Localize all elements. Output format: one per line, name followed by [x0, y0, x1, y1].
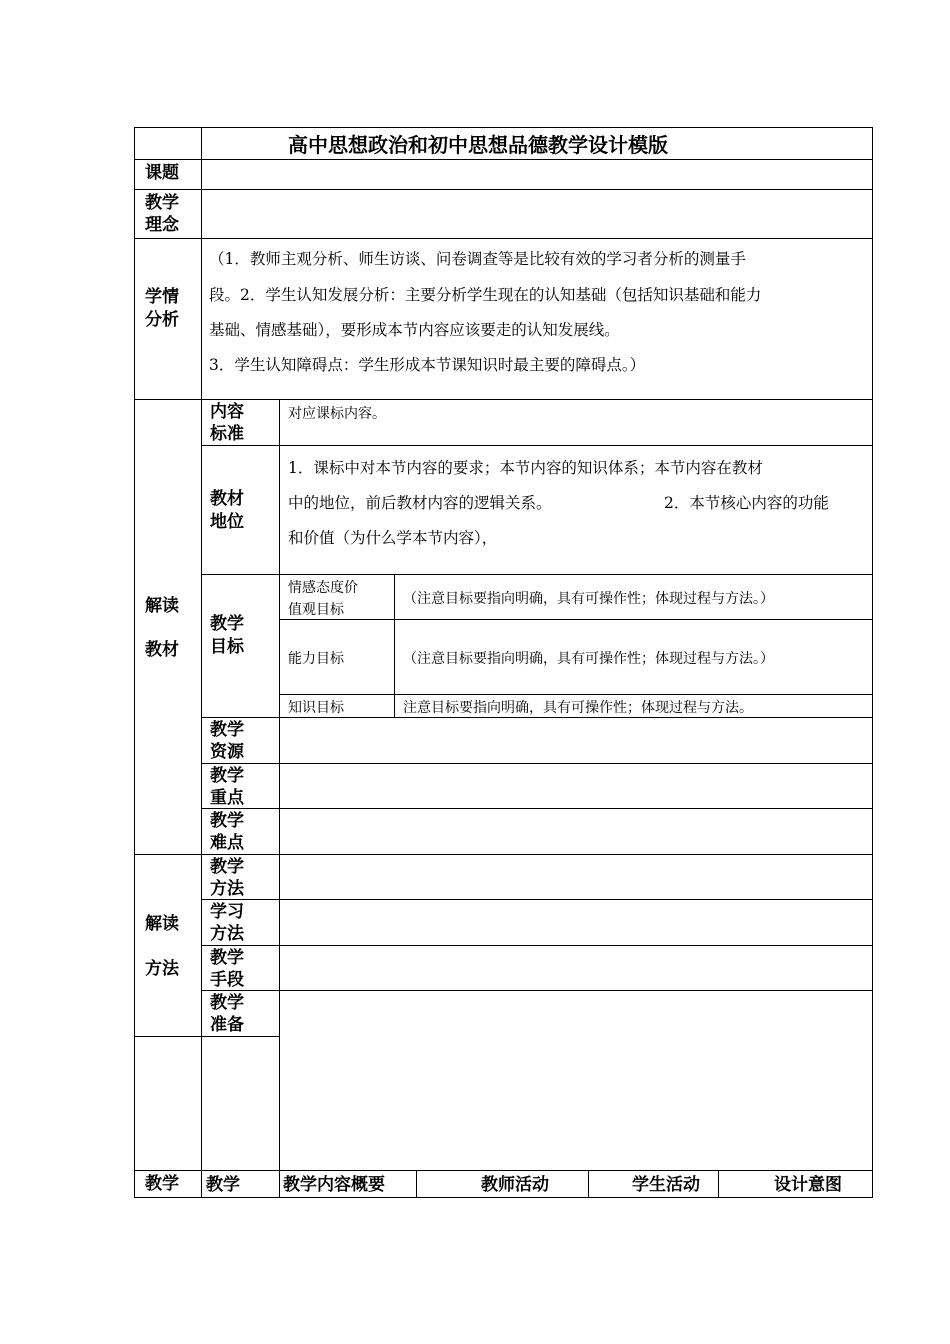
row-divider	[201, 899, 873, 900]
jiedu-fangfa-label-line2: 方法	[145, 959, 179, 979]
jiaoxue-fangfa-label-line1: 教学	[210, 857, 244, 877]
row-divider	[134, 1036, 279, 1037]
xueqing-content-line1: （1．教师主观分析、师生访谈、问卷调查等是比较有效的学习者分析的测量手	[209, 250, 746, 268]
zhongdian-label-line2: 重点	[210, 788, 244, 808]
shouduan-label-line2: 手段	[210, 970, 244, 990]
xueqing-content-line4: 3．学生认知障碍点：学生形成本节课知识时最主要的障碍点。）	[209, 356, 646, 374]
jiedu-jiaocai-label-line1: 解读	[145, 596, 179, 616]
table-border-right	[872, 127, 873, 1198]
linian-label-line1: 教学	[145, 193, 179, 213]
linian-label-line2: 理念	[145, 215, 179, 235]
row-divider	[134, 159, 873, 160]
diwei-label-line1: 教材	[210, 489, 244, 509]
row-divider	[134, 1170, 873, 1171]
xueqing-content-line3: 基础、情感基础），要形成本节内容应该要走的认知发展线。	[209, 321, 620, 339]
col-divider	[394, 574, 395, 718]
zhongdian-label-line1: 教学	[210, 766, 244, 786]
row-divider	[134, 399, 873, 400]
row-divider	[201, 808, 873, 809]
row-divider	[134, 189, 873, 190]
neirong-label-line2: 标准	[210, 424, 244, 444]
jiaoxue-fangfa-label-line2: 方法	[210, 879, 244, 899]
page-title: 高中思想政治和初中思想品德教学设计模版	[288, 133, 668, 157]
ziyuan-label-line2: 资源	[210, 742, 244, 762]
mubiao-zhishi-name: 知识目标	[288, 700, 344, 716]
row-divider	[134, 854, 873, 855]
neirong-label-line1: 内容	[210, 402, 244, 422]
nandian-label-line1: 教学	[210, 811, 244, 831]
diwei-content-line1: 1．课标中对本节内容的要求；本节内容的知识体系；本节内容在教材	[288, 459, 763, 477]
col-divider	[279, 399, 280, 1197]
bottom-col5-header: 学生活动	[632, 1175, 700, 1195]
xueqing-label-line2: 分析	[145, 310, 179, 330]
row-divider	[279, 619, 873, 620]
col-divider	[416, 1170, 417, 1198]
table-border-bottom	[134, 1197, 873, 1198]
diwei-content-line2b: 2．本节核心内容的功能	[664, 494, 829, 512]
zhunbei-label-line2: 准备	[210, 1015, 244, 1035]
bottom-col6-header: 设计意图	[774, 1175, 842, 1195]
col-divider	[718, 1170, 719, 1198]
table-border-top	[134, 127, 873, 128]
shouduan-label-line1: 教学	[210, 948, 244, 968]
mubiao-qinggan-name-line2: 值观目标	[288, 602, 344, 618]
mubiao-nengli-name: 能力目标	[288, 651, 344, 667]
diwei-label-line2: 地位	[210, 512, 244, 532]
row-divider	[279, 694, 873, 695]
row-divider	[201, 574, 873, 575]
mubiao-qinggan-content: （注意目标要指向明确，具有可操作性；体现过程与方法。）	[403, 591, 774, 607]
mubiao-qinggan-name-line1: 情感态度价	[288, 580, 358, 596]
neirong-content: 对应课标内容。	[288, 406, 386, 422]
row-divider	[201, 763, 873, 764]
row-divider	[201, 990, 873, 991]
zhunbei-label-line1: 教学	[210, 993, 244, 1013]
row-divider	[201, 945, 873, 946]
bottom-col1-header: 教学	[145, 1174, 179, 1194]
diwei-content-line3: 和价值（为什么学本节内容），	[288, 529, 498, 547]
row-divider	[134, 238, 873, 239]
keti-label: 课题	[145, 163, 179, 183]
bottom-col2-header: 教学	[206, 1175, 240, 1195]
table-border-left	[134, 127, 135, 1198]
jiedu-fangfa-label-line1: 解读	[145, 914, 179, 934]
xuexi-fangfa-label-line1: 学习	[210, 902, 244, 922]
col-divider	[201, 127, 202, 1198]
row-divider	[201, 445, 873, 446]
xueqing-content-line2: 段。2．学生认知发展分析：主要分析学生现在的认知基础（包括知识基础和能力	[209, 286, 762, 304]
xuexi-fangfa-label-line2: 方法	[210, 924, 244, 944]
ziyuan-label-line1: 教学	[210, 720, 244, 740]
mubiao-zhishi-content: 注意目标要指向明确，具有可操作性；体现过程与方法。	[403, 700, 753, 716]
bottom-col4-header: 教师活动	[481, 1175, 549, 1195]
mubiao-label-line1: 教学	[210, 614, 244, 634]
nandian-label-line2: 难点	[210, 833, 244, 853]
xueqing-label-line1: 学情	[145, 287, 179, 307]
col-divider	[588, 1170, 589, 1198]
diwei-content-line2: 中的地位，前后教材内容的逻辑关系。	[288, 494, 552, 512]
bottom-col3-header: 教学内容概要	[283, 1175, 385, 1195]
row-divider	[201, 717, 873, 718]
mubiao-label-line2: 目标	[210, 637, 244, 657]
mubiao-nengli-content: （注意目标要指向明确，具有可操作性；体现过程与方法。）	[403, 651, 774, 667]
jiedu-jiaocai-label-line2: 教材	[145, 640, 179, 660]
